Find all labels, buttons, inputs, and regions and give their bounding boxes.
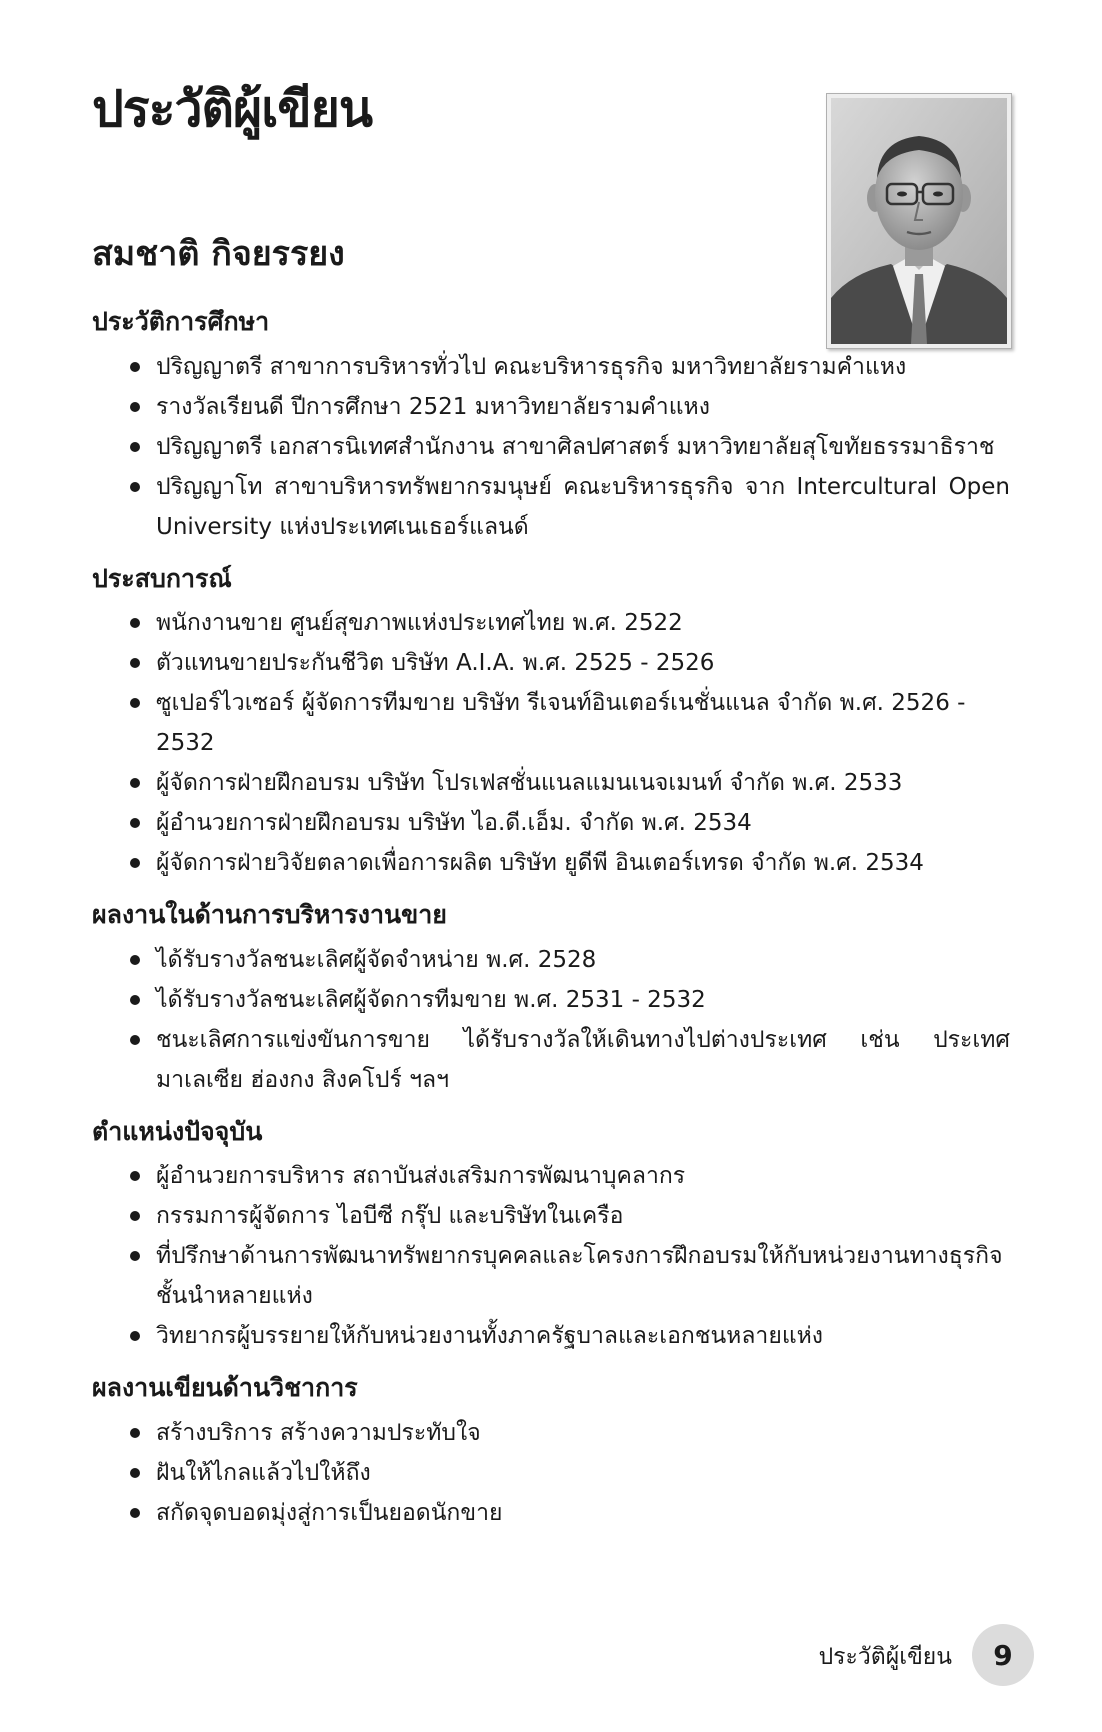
list-item-text: ผู้จัดการฝ่ายฝึกอบรม บริษัท โปรเฟสชั่นแนลแมนเนจเมนท์ จำกัด พ.ศ. 2533	[156, 770, 903, 796]
list-item	[92, 347, 1010, 387]
list-item	[92, 603, 1010, 643]
page-number-badge	[972, 1624, 1034, 1686]
list-item-text: ผู้อำนวยการบริหาร สถาบันส่งเสริมการพัฒนาบุคลากร	[156, 1163, 686, 1189]
page-number: 9	[993, 1638, 1013, 1672]
list-item	[92, 427, 1010, 467]
list-item	[92, 467, 1010, 547]
bullet-icon	[130, 658, 140, 668]
bullet-icon	[130, 1331, 140, 1341]
list-item	[92, 1020, 1010, 1100]
bullet-icon	[130, 858, 140, 868]
bullet-icon	[130, 1211, 140, 1221]
list-item-text: ได้รับรางวัลชนะเลิศผู้จัดจำหน่าย พ.ศ. 2528	[156, 946, 597, 973]
bullet-icon	[130, 1468, 140, 1478]
list-item-text: ปริญญาโท สาขาบริหารทรัพยากรมนุษย์ คณะบริหารธุรกิจ จาก Intercultural Open University แห่งประเทศเนเธอร์แลนด์	[156, 473, 1010, 540]
section-heading: ผลงานเขียนด้านวิชาการ	[92, 1373, 358, 1402]
section-experience	[92, 563, 1010, 884]
bullet-icon	[130, 362, 140, 372]
bullet-icon	[130, 1428, 140, 1438]
list-item-text: รางวัลเรียนดี ปีการศึกษา 2521 มหาวิทยาลัยรามคำแหง	[156, 393, 710, 420]
bullet-icon	[130, 1251, 140, 1261]
bullet-icon	[130, 778, 140, 788]
list-item-text: ได้รับรางวัลชนะเลิศผู้จัดการทีมขาย พ.ศ. 2531 - 2532	[156, 986, 706, 1013]
list-item-text: ชนะเลิศการแข่งขันการขาย ได้รับรางวัลให้เดินทางไปต่างประเทศ เช่น ประเทศมาเลเซีย ฮ่องกง สิงคโปร์ ฯลฯ	[156, 1026, 1010, 1093]
list-item	[92, 940, 1010, 980]
bullet-icon	[130, 1508, 140, 1518]
list-item	[92, 1236, 1010, 1316]
list-item-text: ตัวแทนขายประกันชีวิต บริษัท A.I.A. พ.ศ. 2525 - 2526	[156, 650, 715, 676]
section-education	[92, 306, 1010, 547]
section-sales-achievements	[92, 899, 1010, 1100]
list-item	[92, 1413, 1010, 1453]
list-item-text: พนักงานขาย ศูนย์สุขภาพแห่งประเทศไทย พ.ศ. 2522	[156, 610, 683, 636]
list-item	[92, 843, 1010, 883]
list-item	[92, 643, 1010, 683]
bullet-icon	[130, 442, 140, 452]
list-item-text: ผู้อำนวยการฝ่ายฝึกอบรม บริษัท ไอ.ดี.เอ็ม. จำกัด พ.ศ. 2534	[156, 810, 752, 836]
list-item	[92, 980, 1010, 1020]
education-list	[92, 347, 1010, 547]
bullet-icon	[130, 698, 140, 708]
list-item-text: ปริญญาตรี เอกสารนิเทศสำนักงาน สาขาศิลปศาสตร์ มหาวิทยาลัยสุโขทัยธรรมาธิราช	[156, 433, 995, 460]
bullet-icon	[130, 955, 140, 965]
section-academic-works	[92, 1372, 1010, 1533]
biography-content	[92, 306, 1010, 1549]
experience-list	[92, 603, 1010, 883]
list-item-text: ที่ปรึกษาด้านการพัฒนาทรัพยากรบุคคลและโครงการฝึกอบรมให้กับหน่วยงานทางธุรกิจชั้นนำหลายแห่ง	[156, 1243, 1003, 1309]
author-name: สมชาติ กิจยรรยง	[92, 234, 345, 274]
section-heading: ผลงานในด้านการบริหารงานขาย	[92, 900, 447, 929]
list-item-text: สร้างบริการ สร้างความประทับใจ	[156, 1419, 481, 1446]
list-item-text: ฝันให้ไกลแล้วไปให้ถึง	[156, 1459, 371, 1486]
positions-list	[92, 1156, 1010, 1356]
list-item	[92, 387, 1010, 427]
section-heading: ประสบการณ์	[92, 563, 232, 593]
list-item	[92, 803, 1010, 843]
page-title: ประวัติผู้เขียน	[92, 80, 373, 138]
list-item	[92, 1453, 1010, 1493]
list-item-text: สกัดจุดบอดมุ่งสู่การเป็นยอดนักขาย	[156, 1499, 503, 1526]
bullet-icon	[130, 1035, 140, 1045]
list-item-text: ซูเปอร์ไวเซอร์ ผู้จัดการทีมขาย บริษัท รีเจนท์อินเตอร์เนชั่นแนล จำกัด พ.ศ. 2526 - 2532	[156, 690, 966, 756]
list-item-text: ผู้จัดการฝ่ายวิจัยตลาดเพื่อการผลิต บริษัท ยูดีพี อินเตอร์เทรด จำกัด พ.ศ. 2534	[156, 850, 924, 876]
bullet-icon	[130, 482, 140, 492]
list-item	[92, 683, 1010, 763]
bullet-icon	[130, 818, 140, 828]
bullet-icon	[130, 402, 140, 412]
list-item	[92, 1493, 1010, 1533]
bullet-icon	[130, 618, 140, 628]
section-heading: ตำแหน่งปัจจุบัน	[92, 1116, 263, 1146]
list-item	[92, 763, 1010, 803]
list-item-text: วิทยากรผู้บรรยายให้กับหน่วยงานทั้งภาครัฐบาลและเอกชนหลายแห่ง	[156, 1323, 824, 1349]
section-current-position	[92, 1116, 1010, 1357]
list-item	[92, 1316, 1010, 1356]
bullet-icon	[130, 1171, 140, 1181]
list-item	[92, 1156, 1010, 1196]
bullet-icon	[130, 995, 140, 1005]
works-list	[92, 1413, 1010, 1533]
list-item-text: กรรมการผู้จัดการ ไอบีซี กรุ๊ป และบริษัทในเครือ	[156, 1203, 624, 1229]
list-item	[92, 1196, 1010, 1236]
section-heading: ประวัติการศึกษา	[92, 307, 270, 336]
achievements-list	[92, 940, 1010, 1100]
list-item-text: ปริญญาตรี สาขาการบริหารทั่วไป คณะบริหารธุรกิจ มหาวิทยาลัยรามคำแหง	[156, 353, 907, 380]
running-footer: ประวัติผู้เขียน	[818, 1644, 952, 1670]
